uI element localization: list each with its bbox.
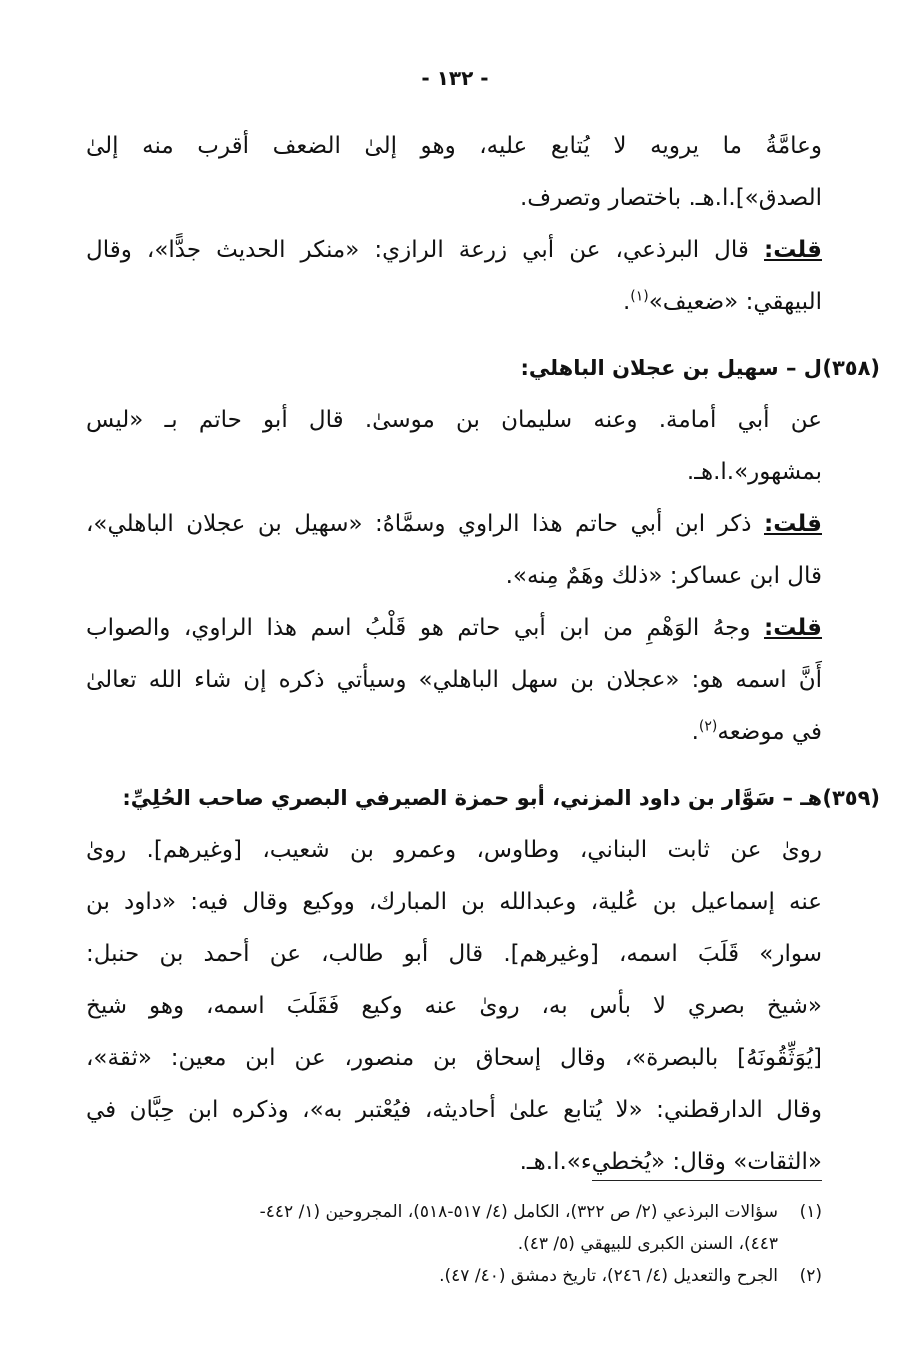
- text-line: «شيخ بصري لا بأس به، روىٰ عنه وكيع فَقَلَبَ اسمه، وهو شيخ: [86, 993, 822, 1019]
- text-line: [يُوَثِّقُونَهُ] بالبصرة»، وقال إسحاق بن منصور، عن ابن معين: «ثقة»،: [86, 1045, 822, 1071]
- text-span: ذكر ابن أبي حاتم هذا الراوي وسمَّاهُ: «سهيل بن عجلان الباهلي»،: [86, 511, 764, 537]
- text-line: سوار» قَلَبَ اسمه، [وغيرهم]. قال أبو طالب، عن أحمد بن حنبل:: [86, 941, 822, 967]
- text-span: وجهُ الوَهْمِ من ابن أبي حاتم هو قَلْبُ اسم هذا الراوي، والصواب: [86, 615, 764, 641]
- entry-title: ل – سهيل بن عجلان الباهلي:: [520, 356, 822, 380]
- footnote-number: (٢): [799, 1266, 822, 1286]
- text-line: بمشهور».ا.هـ.: [686, 459, 822, 485]
- entry-heading-358: [86, 342, 880, 394]
- text-span: البيهقي: «ضعيف»: [648, 289, 822, 315]
- footnote-number: (١): [799, 1202, 822, 1222]
- footnote-ref: (٢): [698, 718, 718, 735]
- footnote-divider: [592, 1180, 822, 1181]
- footnote-text: الجرح والتعديل (٤/ ٢٤٦)، تاريخ دمشق (٤٠/ ٤٧).: [439, 1266, 778, 1286]
- text-line: عنه إسماعيل بن عُلية، وعبدالله بن المبارك، ووكيع وقال فيه: «داود بن: [86, 889, 822, 915]
- text-span: قال البرذعي، عن أبي زرعة الرازي: «منكر الحديث جدًّا»، وقال: [86, 237, 764, 263]
- footnote-1-continued: [86, 1228, 822, 1260]
- text-line: عن أبي أمامة. وعنه سليمان بن موسىٰ. قال أبو حاتم بـ «ليس: [86, 407, 822, 433]
- footnote-ref: (١): [630, 288, 649, 305]
- text-span: .: [691, 719, 699, 745]
- text-line: [86, 276, 822, 328]
- footnote-text: ٤٤٣)، السنن الكبرى للبيهقي (٥/ ٤٣).: [517, 1234, 778, 1254]
- footnote-2: [86, 1260, 822, 1292]
- entry-number: (٣٥٨): [822, 356, 880, 380]
- entry-title: هـ – سَوَّار بن داود المزني، أبو حمزة الصيرفي البصري صاحب الحُلِيِّ:: [122, 786, 822, 810]
- text-line: [86, 602, 822, 654]
- text-line: وعامَّةُ ما يرويه لا يُتابع عليه، وهو إلىٰ الضعف أقرب منه إلىٰ: [86, 133, 822, 159]
- qultu-label: قلت:: [764, 511, 822, 537]
- text-line: الصدق»].ا.هـ. باختصار وتصرف.: [519, 185, 822, 211]
- footnotes: [86, 1196, 822, 1292]
- text-line: [86, 706, 822, 758]
- text-line: روىٰ عن ثابت البناني، وطاوس، وعمرو بن شعيب، [وغيرهم]. روىٰ: [86, 837, 822, 863]
- entry-heading-359: [86, 772, 880, 824]
- text-line: «الثقات» وقال: «يُخطيء».ا.هـ.: [519, 1149, 822, 1175]
- text-span: .: [622, 289, 631, 315]
- text-line: قال ابن عساكر: «ذلك وهَمٌ مِنه».: [505, 563, 822, 589]
- main-text: [86, 120, 880, 1188]
- footnote-1: [86, 1196, 822, 1228]
- qultu-label: قلت:: [764, 237, 822, 263]
- text-line: [86, 498, 822, 550]
- text-span: في موضعه: [717, 719, 822, 745]
- text-line: [86, 224, 822, 276]
- text-line: أَنَّ اسمه هو: «عجلان بن سهل الباهلي» وسيأتي ذكره إن شاء الله تعالىٰ: [86, 667, 822, 693]
- entry-number: (٣٥٩): [822, 786, 880, 810]
- page-number: - ١٣٢ -: [421, 66, 489, 90]
- footnote-text: سؤالات البرذعي (٢/ ص ٣٢٢)، الكامل (٤/ ٥١٧-٥١٨)، المجروحين (١/ ٤٤٢-: [259, 1202, 778, 1222]
- text-line: وقال الدارقطني: «لا يُتابع علىٰ أحاديثه، فيُعْتبر به»، وذكره ابن حِبَّان في: [86, 1097, 822, 1123]
- qultu-label: قلت:: [764, 615, 822, 641]
